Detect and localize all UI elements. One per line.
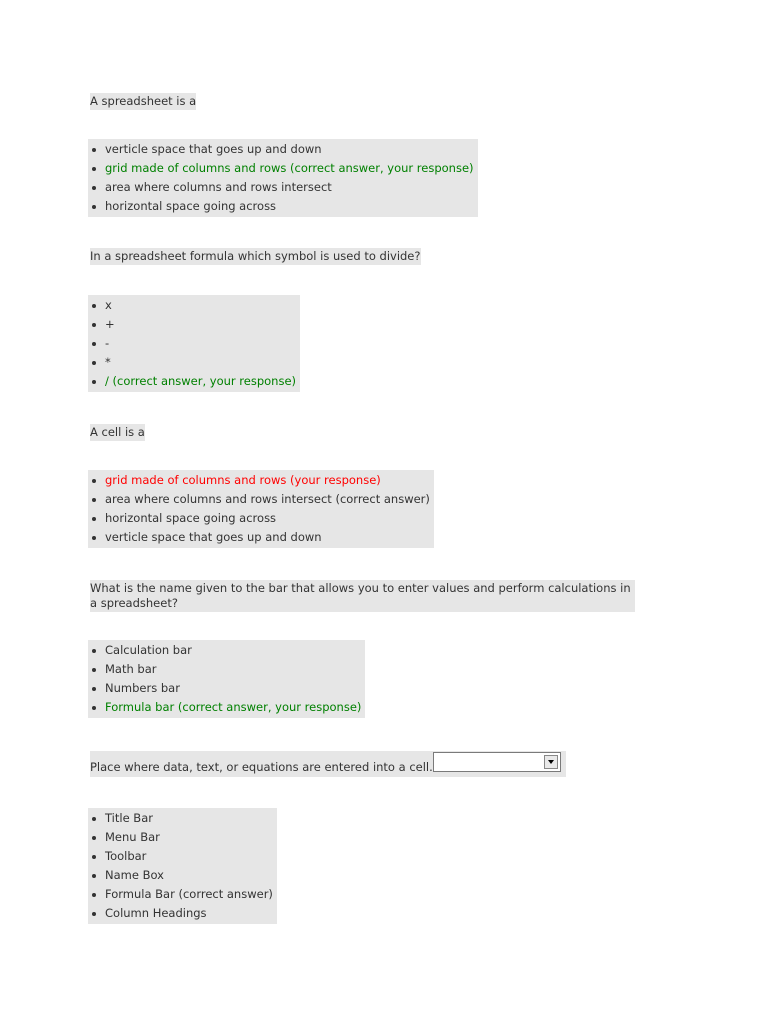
list-item: Toolbar xyxy=(88,847,273,866)
question-4-options xyxy=(88,640,365,718)
list-item: Name Box xyxy=(88,866,273,885)
chevron-down-icon[interactable] xyxy=(544,755,558,769)
list-item: + xyxy=(88,315,296,334)
list-item: x xyxy=(88,296,296,315)
answer-select[interactable] xyxy=(433,752,561,772)
list-item: Formula Bar (correct answer) xyxy=(88,885,273,904)
question-1-text: A spreadsheet is a xyxy=(90,94,197,108)
list-item: verticle space that goes up and down xyxy=(88,140,474,159)
question-3-text: A cell is a xyxy=(90,425,145,439)
list-item: Formula bar (correct answer, your response) xyxy=(88,698,361,717)
list-item: grid made of columns and rows (correct answer, your response) xyxy=(88,159,474,178)
question-2-options xyxy=(88,295,300,392)
list-item: area where columns and rows intersect (correct answer) xyxy=(88,490,430,509)
list-item: verticle space that goes up and down xyxy=(88,528,430,547)
question-3-options xyxy=(88,470,434,548)
list-item: - xyxy=(88,334,296,353)
list-item: horizontal space going across xyxy=(88,509,430,528)
list-item: * xyxy=(88,353,296,372)
list-item: Column Headings xyxy=(88,904,273,923)
question-1-options xyxy=(88,139,478,217)
list-item: Menu Bar xyxy=(88,828,273,847)
list-item: Title Bar xyxy=(88,809,273,828)
question-5-text: Place where data, text, or equations are entered into a cell. xyxy=(90,760,433,774)
question-5-options xyxy=(88,808,277,924)
list-item: horizontal space going across xyxy=(88,197,474,216)
list-item: Math bar xyxy=(88,660,361,679)
list-item: grid made of columns and rows (your response) xyxy=(88,471,430,490)
list-item: Calculation bar xyxy=(88,641,361,660)
question-5-row xyxy=(90,751,566,777)
question-4-text: What is the name given to the bar that allows you to enter values and perform calculations in a spreadsheet? xyxy=(90,580,635,612)
list-item: / (correct answer, your response) xyxy=(88,372,296,391)
question-2-text: In a spreadsheet formula which symbol is used to divide? xyxy=(90,249,421,263)
list-item: area where columns and rows intersect xyxy=(88,178,474,197)
list-item: Numbers bar xyxy=(88,679,361,698)
